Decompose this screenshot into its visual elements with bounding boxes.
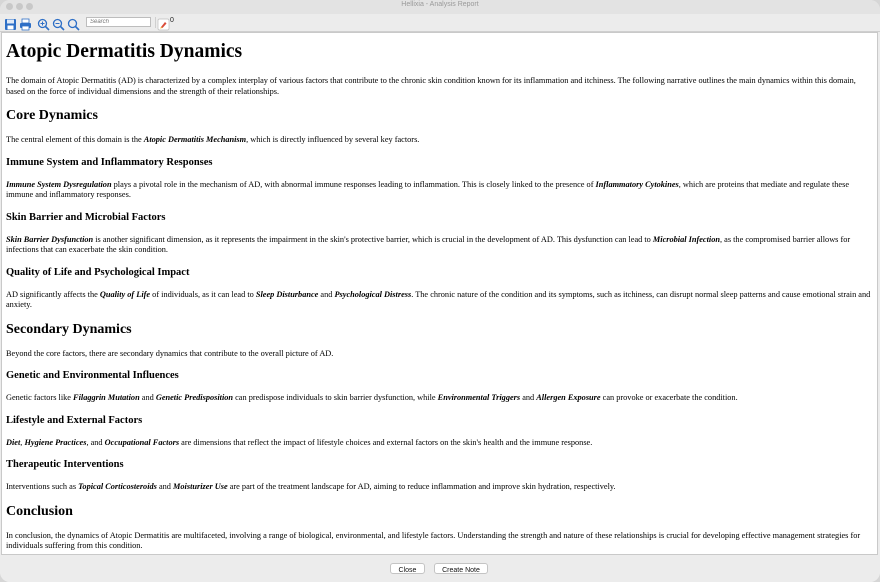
genetic-heading: Genetic and Environmental Influences	[6, 370, 179, 381]
secondary-dynamics-heading: Secondary Dynamics	[6, 321, 132, 337]
toolbar	[0, 14, 880, 32]
immune-heading: Immune System and Inflammatory Responses	[6, 156, 213, 168]
print-icon	[19, 18, 32, 31]
zoom-out-button[interactable]	[52, 16, 65, 29]
zoom-reset-icon	[67, 18, 80, 31]
immune-paragraph: Immune System Dysregulation plays a pivotal role in the mechanism of AD, with abnormal immune responses leading to inflammation. This is closely linked to the presence of Inflammatory Cytokines, which are proteins that mediate and regulate these immune and inflammatory responses.	[6, 179, 850, 199]
save-icon	[4, 18, 17, 31]
lifestyle-paragraph: Diet, Hygiene Practices, and Occupational Factors are dimensions that reflect the impact of lifestyle choices and external factors on the skin's health and the immune response.	[6, 437, 593, 447]
report-content[interactable]	[1, 32, 878, 555]
report-title: Atopic Dermatitis Dynamics	[6, 41, 243, 62]
highlight-count: 0	[170, 17, 174, 24]
highlight-button[interactable]	[157, 16, 170, 29]
button-bar	[0, 556, 880, 582]
genetic-paragraph: Genetic factors like Filaggrin Mutation and Genetic Predisposition can predispose individuals to skin barrier dysfunction, while Environmental Triggers and Allergen Exposure can provoke or exacerbate the condition.	[6, 393, 738, 402]
secondary-paragraph: Beyond the core factors, there are secondary dynamics that contribute to the overall picture of AD.	[6, 348, 334, 358]
window-title: Hellixia - Analysis Report	[401, 1, 479, 8]
zoom-out-icon	[52, 18, 65, 31]
quality-of-life-heading: Quality of Life and Psychological Impact	[6, 266, 190, 278]
zoom-reset-button[interactable]	[67, 16, 80, 29]
core-dynamics-heading: Core Dynamics	[6, 108, 98, 123]
quality-of-life-paragraph: AD significantly affects the Quality of Life of individuals, as it can lead to Sleep Disturbance and Psychological Distress. The chronic nature of the condition and its symptoms, such as itchiness, can disrupt normal sleep patterns and cause emotional strain and anxiety.	[6, 289, 871, 309]
close-button[interactable]: Close	[390, 563, 425, 574]
zoom-in-icon	[37, 18, 50, 31]
conclusion-paragraph: In conclusion, the dynamics of Atopic Dermatitis are multifaceted, involving a range of biological, environmental, and lifestyle factors. Understanding the strength and nature of these relationships is crucial for developing effective management strategies for individuals suffering from this condition.	[6, 530, 861, 550]
skin-barrier-heading: Skin Barrier and Microbial Factors	[6, 211, 166, 223]
highlighter-icon	[157, 18, 170, 31]
save-button[interactable]	[4, 16, 17, 29]
title-bar	[0, 0, 880, 14]
therapeutic-paragraph: Interventions such as Topical Corticosteroids and Moisturizer Use are part of the treatment landscape for AD, aiming to reduce inflammation and improve skin hydration, respectively.	[6, 482, 616, 491]
skin-barrier-paragraph: Skin Barrier Dysfunction is another significant dimension, as it represents the impairment in the skin's protective barrier, which is crucial in the development of AD. This dysfunction can lead to Microbial Infection, as the compromised barrier allows for infections that can exacerbate the skin condition.	[6, 234, 851, 254]
conclusion-heading: Conclusion	[6, 503, 73, 519]
zoom-in-button[interactable]	[37, 16, 50, 29]
intro-paragraph: The domain of Atopic Dermatitis (AD) is characterized by a complex interplay of various factors that contribute to the chronic skin condition known for its inflammation and itchiness. The following narrative outlines the main dynamics within this domain, based on the force of individual dimensions and the strength of their relationships.	[6, 76, 856, 96]
lifestyle-heading: Lifestyle and External Factors	[6, 414, 143, 426]
core-paragraph: The central element of this domain is the Atopic Dermatitis Mechanism, which is directly influenced by several key factors.	[6, 135, 420, 144]
search-input[interactable]	[86, 17, 151, 27]
toolbar-divider	[155, 17, 156, 28]
print-button[interactable]	[19, 16, 32, 29]
create-note-button[interactable]: Create Note	[434, 563, 488, 574]
therapeutic-heading: Therapeutic Interventions	[6, 459, 124, 470]
